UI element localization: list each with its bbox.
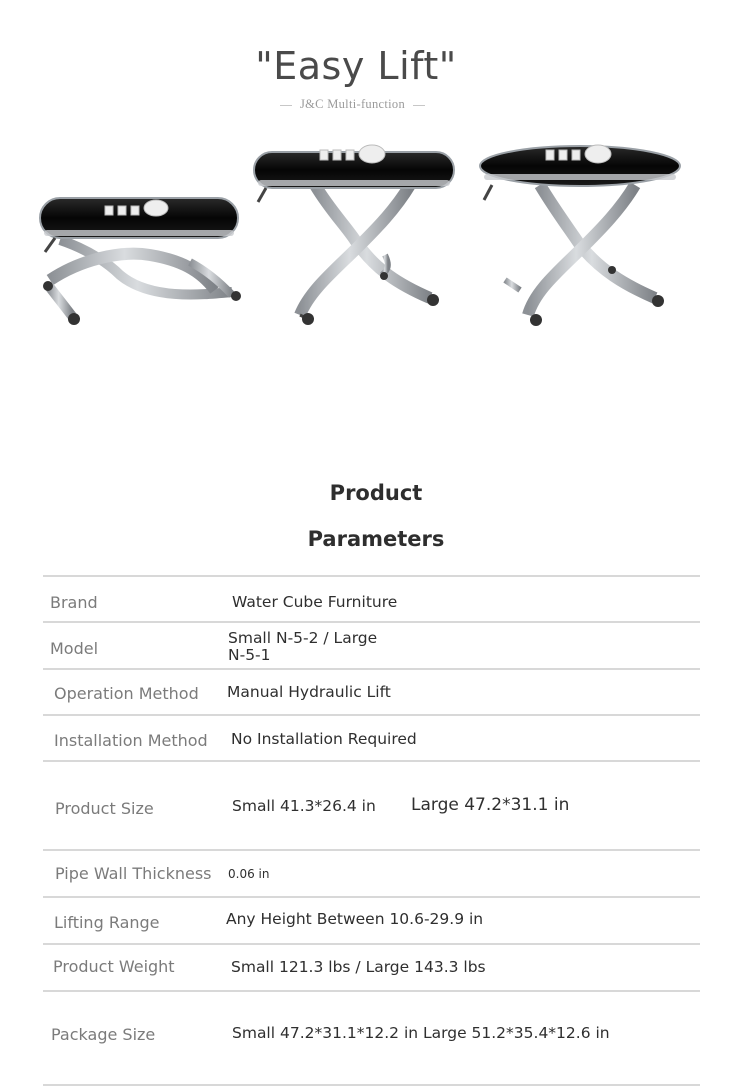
param-value: 0.06 in — [228, 867, 270, 881]
param-label: Installation Method — [54, 731, 208, 750]
hero-subtitle — [270, 95, 435, 113]
param-label: Brand — [50, 593, 98, 612]
param-label: Operation Method — [54, 684, 199, 703]
param-row-pipe-wall-thickness — [43, 849, 700, 896]
param-label: Pipe Wall Thickness — [55, 864, 212, 883]
coffee-table-low-icon — [40, 198, 241, 325]
param-row-operation-method — [43, 668, 700, 714]
param-value: Manual Hydraulic Lift — [227, 683, 391, 701]
param-row-package-size — [43, 990, 700, 1086]
param-value: Small 41.3*26.4 in — [232, 797, 376, 815]
param-value-secondary: Large 47.2*31.1 in — [411, 795, 570, 815]
param-row-model — [43, 621, 700, 668]
param-row-product-weight — [43, 943, 700, 990]
param-row-product-size — [43, 760, 700, 849]
param-row-brand — [43, 575, 700, 621]
subtitle-dash-right — [413, 105, 425, 106]
param-value: Small 47.2*31.1*12.2 in Large 51.2*35.4*12.6 in — [232, 1024, 610, 1042]
product-images — [0, 130, 750, 340]
coffee-table-raised-icon — [254, 145, 454, 325]
param-label: Model — [50, 639, 99, 658]
param-value: Any Height Between 10.6-29.9 in — [226, 910, 484, 928]
param-value: Small N-5-2 / Large N-5-1 — [228, 629, 378, 664]
param-label: Product Size — [55, 799, 154, 818]
hero-title: "Easy Lift" — [255, 44, 457, 88]
subtitle-dash-left — [280, 105, 292, 106]
param-row-lifting-range — [43, 896, 700, 943]
section-title: Product Parameters — [307, 481, 445, 551]
param-label: Lifting Range — [54, 913, 160, 932]
param-value: Small 121.3 lbs / Large 143.3 lbs — [231, 958, 486, 976]
param-row-installation-method — [43, 714, 700, 760]
hero-subtitle-text: J&C Multi-function — [299, 97, 406, 111]
round-table-raised-icon — [480, 145, 680, 326]
param-value: Water Cube Furniture — [232, 593, 398, 611]
param-label: Product Weight — [53, 957, 175, 976]
param-value: No Installation Required — [231, 730, 417, 748]
param-label: Package Size — [51, 1025, 156, 1044]
